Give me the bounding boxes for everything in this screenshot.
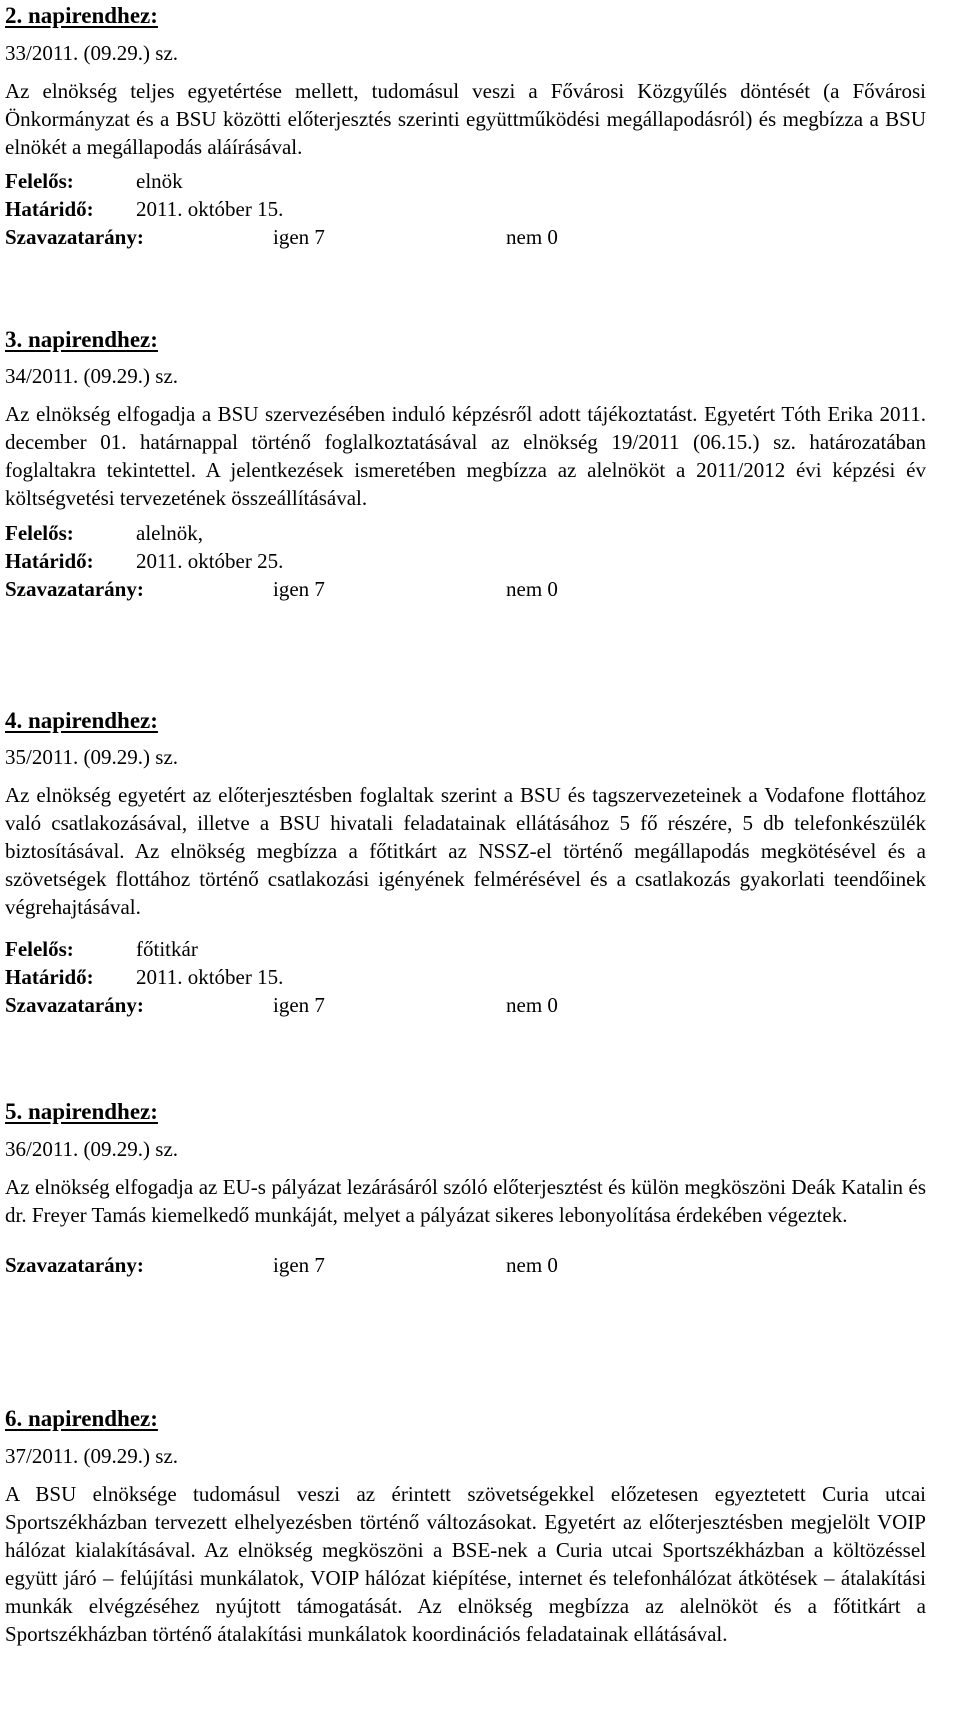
deadline-value: 2011. október 15. [136, 965, 284, 989]
vote-label: Szavazatarány: [5, 993, 144, 1017]
vote-no: nem 0 [506, 577, 558, 601]
vote-no: nem 0 [506, 225, 558, 249]
vote-no: nem 0 [506, 993, 558, 1017]
section-heading: 4. napirendhez: [5, 708, 158, 733]
deadline-label: Határidő: [5, 549, 94, 573]
vote-yes: igen 7 [273, 1253, 325, 1277]
resolution-text: Az elnökség elfogadja a BSU szervezésében induló képzésről adott tájékoztatást. Egyetért Tóth Erika 2011. december 01. határnappal történő foglalkoztatásával az elnökség 19/2011 (06.15.) sz. határozatában foglaltakra tekintettel. A jelentkezések ismeretében megbízza az alelnököt a 2011/2012 évi képzési év költségvetési tervezetének összeállításával. [5, 402, 926, 510]
section-heading: 6. napirendhez: [5, 1406, 158, 1431]
agenda-section-6 [5, 1405, 926, 1648]
section-heading: 2. napirendhez: [5, 3, 158, 28]
section-heading: 5. napirendhez: [5, 1099, 158, 1124]
vote-yes: igen 7 [273, 993, 325, 1017]
responsible-label: Felelős: [5, 521, 74, 545]
resolution-number: 36/2011. (09.29.) sz. [5, 1137, 179, 1161]
deadline-label: Határidő: [5, 965, 94, 989]
responsible-row [5, 167, 926, 195]
responsible-value: főtitkár [136, 937, 198, 961]
vote-yes: igen 7 [273, 225, 325, 249]
resolution-text: A BSU elnöksége tudomásul veszi az érintett szövetségekkel előzetesen egyeztetett Curia utcai Sportszékházban tervezett elhelyezésben történő változásokat. Egyetért az előterjesztésben megjelölt VOIP hálózat kialakításával. Az elnökség megköszöni a BSE-nek a Curia utcai Sportszékházban a költözéssel együtt járó – felújítási munkálatok, VOIP hálózat kiépítése, internet és telefonhálózat átkötések – átalakítási munkák elvégzéséhez nyújtott támogatását. Az elnökség megbízza az alelnököt és a főtitkárt a Sportszékházban történő átalakítási munkálatok koordinációs feladatainak ellátásával. [5, 1482, 926, 1646]
resolution-text: Az elnökség egyetért az előterjesztésben foglaltak szerint a BSU és tagszervezeteinek a Vodafone flottához való csatlakozásával, illetve a BSU hivatali feladatainak ellátásához 5 fő részére, 5 db telefonkészülék biztosításával. Az elnökség megbízza a főtitkárt az NSSZ-el történő megállapodás megkötésével és a szövetségek flottához történő csatlakozási igényének felmérésével és a csatlakozás gyakorlati teendőinek végrehajtásával. [5, 783, 926, 919]
deadline-label: Határidő: [5, 197, 94, 221]
vote-no: nem 0 [506, 1253, 558, 1277]
deadline-row [5, 547, 926, 575]
resolution-number: 33/2011. (09.29.) sz. [5, 41, 179, 65]
section-heading: 3. napirendhez: [5, 327, 158, 352]
agenda-section-4 [5, 707, 926, 1019]
responsible-label: Felelős: [5, 169, 74, 193]
responsible-label: Felelős: [5, 937, 74, 961]
vote-label: Szavazatarány: [5, 225, 144, 249]
resolution-number: 34/2011. (09.29.) sz. [5, 364, 179, 388]
responsible-value: alelnök, [136, 521, 204, 545]
vote-label: Szavazatarány: [5, 1253, 144, 1277]
resolution-text: Az elnökség teljes egyetértése mellett, tudomásul veszi a Fővárosi Közgyűlés döntését (a Fővárosi Önkormányzat és a BSU közötti előterjesztés szerinti együttműködési megállapodásról) és megbízza a BSU elnökét a megállapodás aláírásával. [5, 79, 926, 159]
agenda-section-3 [5, 326, 926, 603]
agenda-section-2 [5, 2, 926, 251]
deadline-value: 2011. október 25. [136, 549, 284, 573]
agenda-section-5 [5, 1098, 926, 1279]
deadline-row [5, 963, 926, 991]
vote-row [5, 223, 926, 251]
responsible-row [5, 519, 926, 547]
deadline-value: 2011. október 15. [136, 197, 284, 221]
deadline-row [5, 195, 926, 223]
resolution-text: Az elnökség elfogadja az EU-s pályázat lezárásáról szóló előterjesztést és külön megköszöni Deák Katalin és dr. Freyer Tamás kiemelkedő munkáját, melyet a pályázat sikeres lebonyolítása érdekében végeztek. [5, 1175, 926, 1227]
vote-label: Szavazatarány: [5, 577, 144, 601]
responsible-row [5, 935, 926, 963]
resolution-number: 35/2011. (09.29.) sz. [5, 745, 179, 769]
vote-yes: igen 7 [273, 577, 325, 601]
resolution-number: 37/2011. (09.29.) sz. [5, 1444, 179, 1468]
vote-row [5, 1251, 926, 1279]
responsible-value: elnök [136, 169, 183, 193]
vote-row [5, 991, 926, 1019]
vote-row [5, 575, 926, 603]
